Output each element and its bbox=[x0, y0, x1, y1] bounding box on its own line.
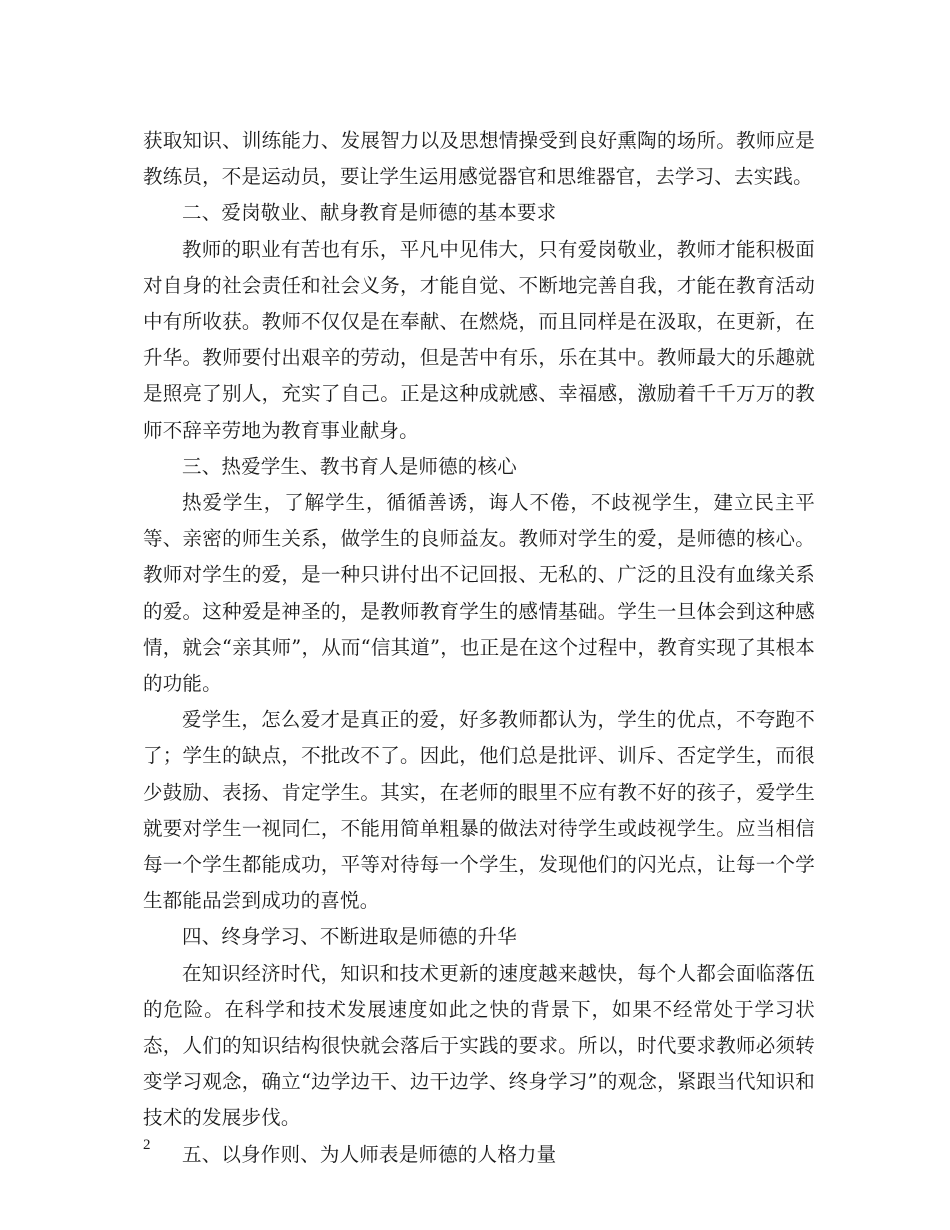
page-number: 2 bbox=[143, 1137, 151, 1153]
section-heading-2: 二、爱岗敬业、献身教育是师德的基本要求 bbox=[182, 201, 557, 225]
section-heading-4: 四、终身学习、不断进取是师德的升华 bbox=[182, 925, 517, 949]
document-body bbox=[143, 123, 815, 1173]
paragraph: 热爱学生，了解学生，循循善诱，诲人不倦，不歧视学生，建立民主平等、亲密的师生关系，做学生的良师益友。教师对学生的爱，是师德的核心。教师对学生的爱，是一种只讲付出不记回报、无私的、广泛的且没有血缘关系的爱。这种爱是神圣的，是教师教育学生的感情基础。学生一旦体会到这种感情，就会“亲其师”，从而“信其道”，也正是在这个过程中，教育实现了其根本的功能。 bbox=[143, 491, 815, 696]
section-heading-3: 三、热爱学生、教书育人是师德的核心 bbox=[182, 454, 517, 478]
section-heading-5: 五、以身作则、为人师表是师德的人格力量 bbox=[182, 1142, 557, 1166]
paragraph: 在知识经济时代，知识和技术更新的速度越来越快，每个人都会面临落伍的危险。在科学和技术发展速度如此之快的背景下，如果不经常处于学习状态，人们的知识结构很快就会落后于实践的要求。所以，时代要求教师必须转变学习观念，确立“边学边干、边干边学、终身学习”的观念，紧跟当代知识和技术的发展步伐。 bbox=[143, 961, 815, 1130]
paragraph: 爱学生，怎么爱才是真正的爱，好多教师都认为，学生的优点，不夸跑不了；学生的缺点，不批改不了。因此，他们总是批评、训斥、否定学生，而很少鼓励、表扬、肯定学生。其实，在老师的眼里不应有教不好的孩子，爱学生就要对学生一视同仁，不能用简单粗暴的做法对待学生或歧视学生。应当相信每一个学生都能成功，平等对待每一个学生，发现他们的闪光点，让每一个学生都能品尝到成功的喜悦。 bbox=[143, 708, 815, 913]
paragraph-continuation: 获取知识、训练能力、发展智力以及思想情操受到良好熏陶的场所。教师应是教练员，不是运动员，要让学生运用感觉器官和思维器官，去学习、去实践。 bbox=[143, 129, 815, 189]
paragraph: 教师的职业有苦也有乐，平凡中见伟大，只有爱岗敬业，教师才能积极面对自身的社会责任和社会义务，才能自觉、不断地完善自我，才能在教育活动中有所收获。教师不仅仅是在奉献、在燃烧，而且同样是在汲取，在更新，在升华。教师要付出艰辛的劳动，但是苦中有乐，乐在其中。教师最大的乐趣就是照亮了别人，充实了自己。正是这种成就感、幸福感，激励着千千万万的教师不辞辛劳地为教育事业献身。 bbox=[143, 237, 815, 442]
